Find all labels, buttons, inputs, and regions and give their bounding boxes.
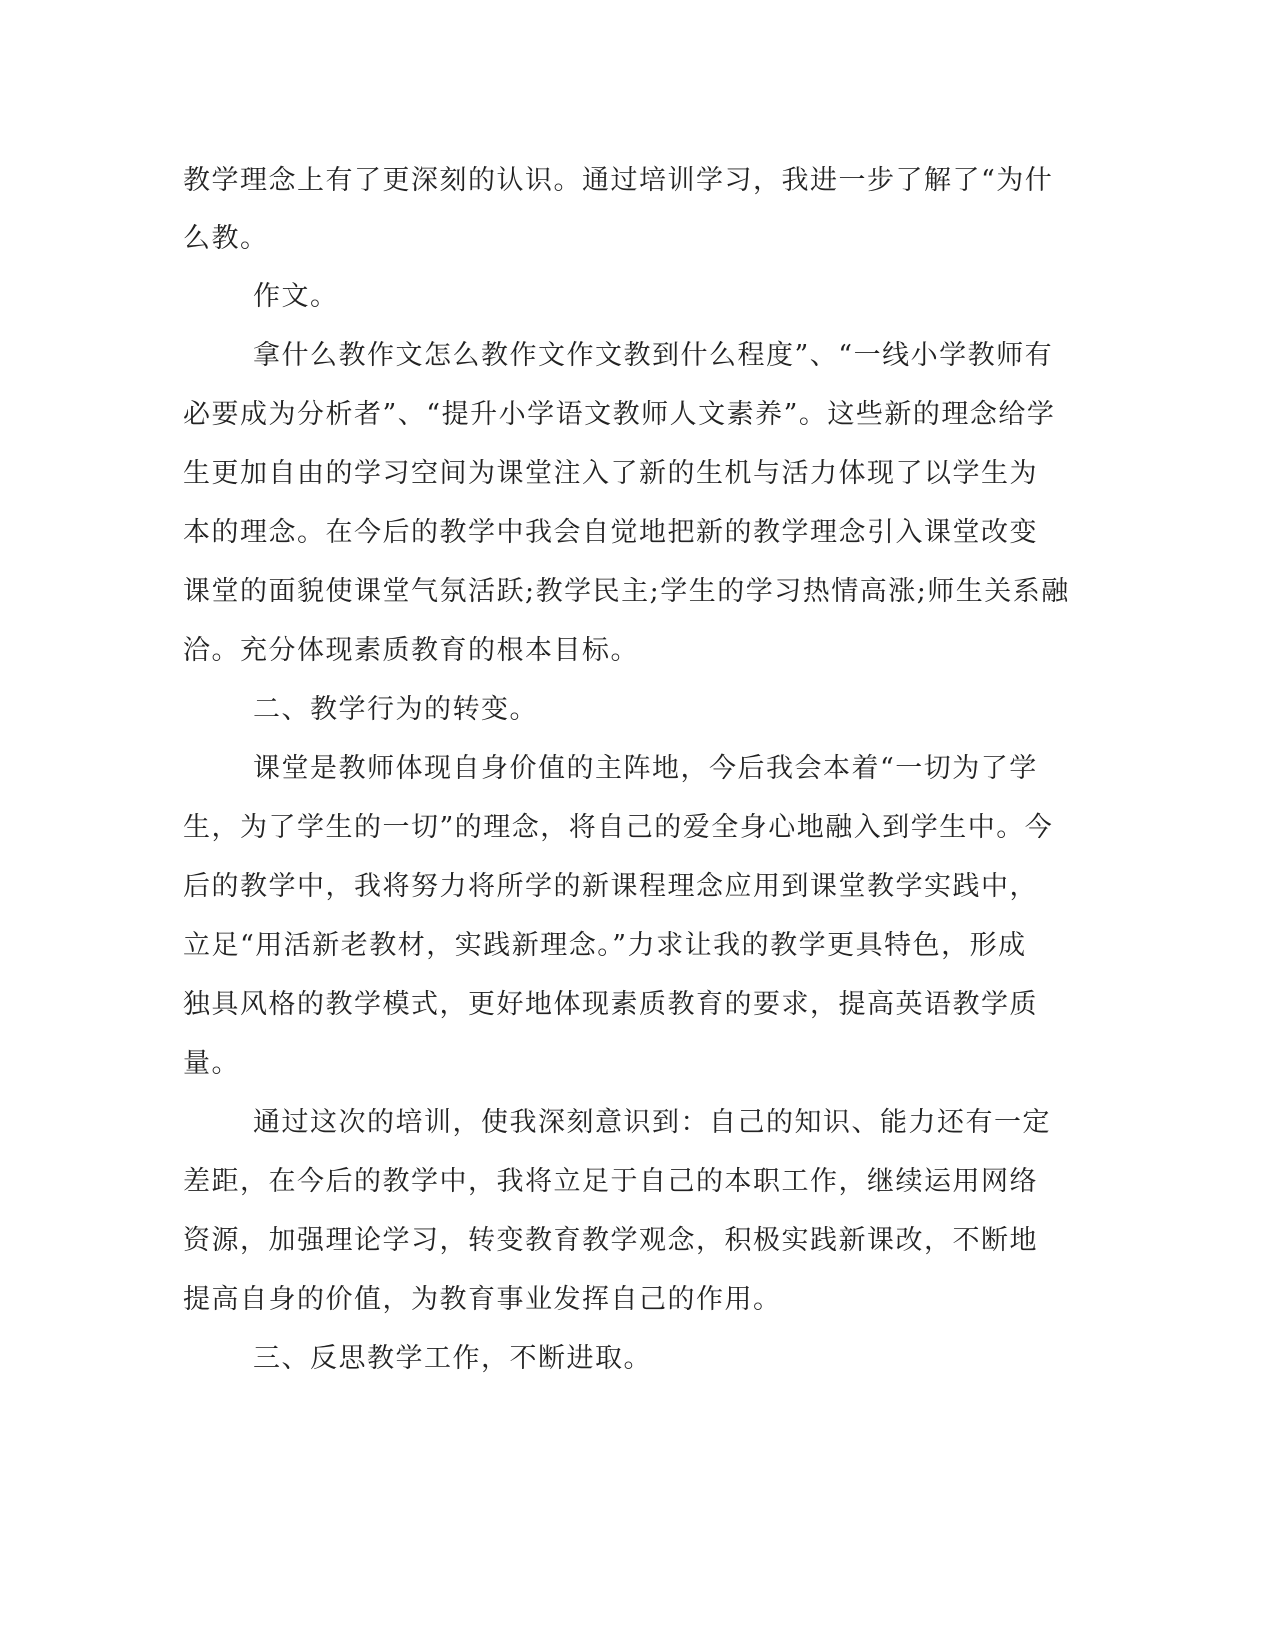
text-line: 资源，加强理论学习，转变教育教学观念，积极实践新课改，不断地 [183,1225,1038,1256]
text-line: 生更加自由的学习空间为课堂注入了新的生机与活力体现了以学生为 [183,458,1038,489]
text-line: 提高自身的价值，为教育事业发挥自己的作用。 [183,1284,782,1315]
text-line: 后的教学中，我将努力将所学的新课程理念应用到课堂教学实践中， [183,871,1038,902]
text-line: 差距，在今后的教学中，我将立足于自己的本职工作，继续运用网络 [183,1166,1038,1197]
text-line: 教学理念上有了更深刻的认识。通过培训学习，我进一步了解了“为什 [183,165,1054,196]
text-line: 通过这次的培训，使我深刻意识到：自己的知识、能力还有一定 [253,1107,1051,1138]
text-line: 洽。充分体现素质教育的根本目标。 [183,635,639,666]
text-line: 作文。 [253,281,339,312]
text-line: 独具风格的教学模式，更好地体现素质教育的要求，提高英语教学质 [183,989,1038,1020]
text-line: 本的理念。在今后的教学中我会自觉地把新的教学理念引入课堂改变 [183,517,1038,548]
text-line: 拿什么教作文怎么教作文作文教到什么程度”、“一线小学教师有 [253,340,1054,371]
text-line: 课堂的面貌使课堂气氛活跃;教学民主;学生的学习热情高涨;师生关系融 [183,576,1070,607]
text-line: 量。 [183,1048,240,1079]
text-line: 生，为了学生的一切”的理念，将自己的爱全身心地融入到学生中。今 [183,812,1054,843]
text-line: 立足“用活新老教材，实践新理念。”力求让我的教学更具特色，形成 [183,930,1027,961]
section-heading: 三、反思教学工作，不断进取。 [253,1343,652,1374]
section-heading: 二、教学行为的转变。 [253,694,538,725]
text-line: 么教。 [183,223,269,254]
text-line: 课堂是教师体现自身价值的主阵地，今后我会本着“一切为了学 [253,753,1038,784]
text-line: 必要成为分析者”、“提升小学语文教师人文素养”。这些新的理念给学 [183,399,1056,430]
